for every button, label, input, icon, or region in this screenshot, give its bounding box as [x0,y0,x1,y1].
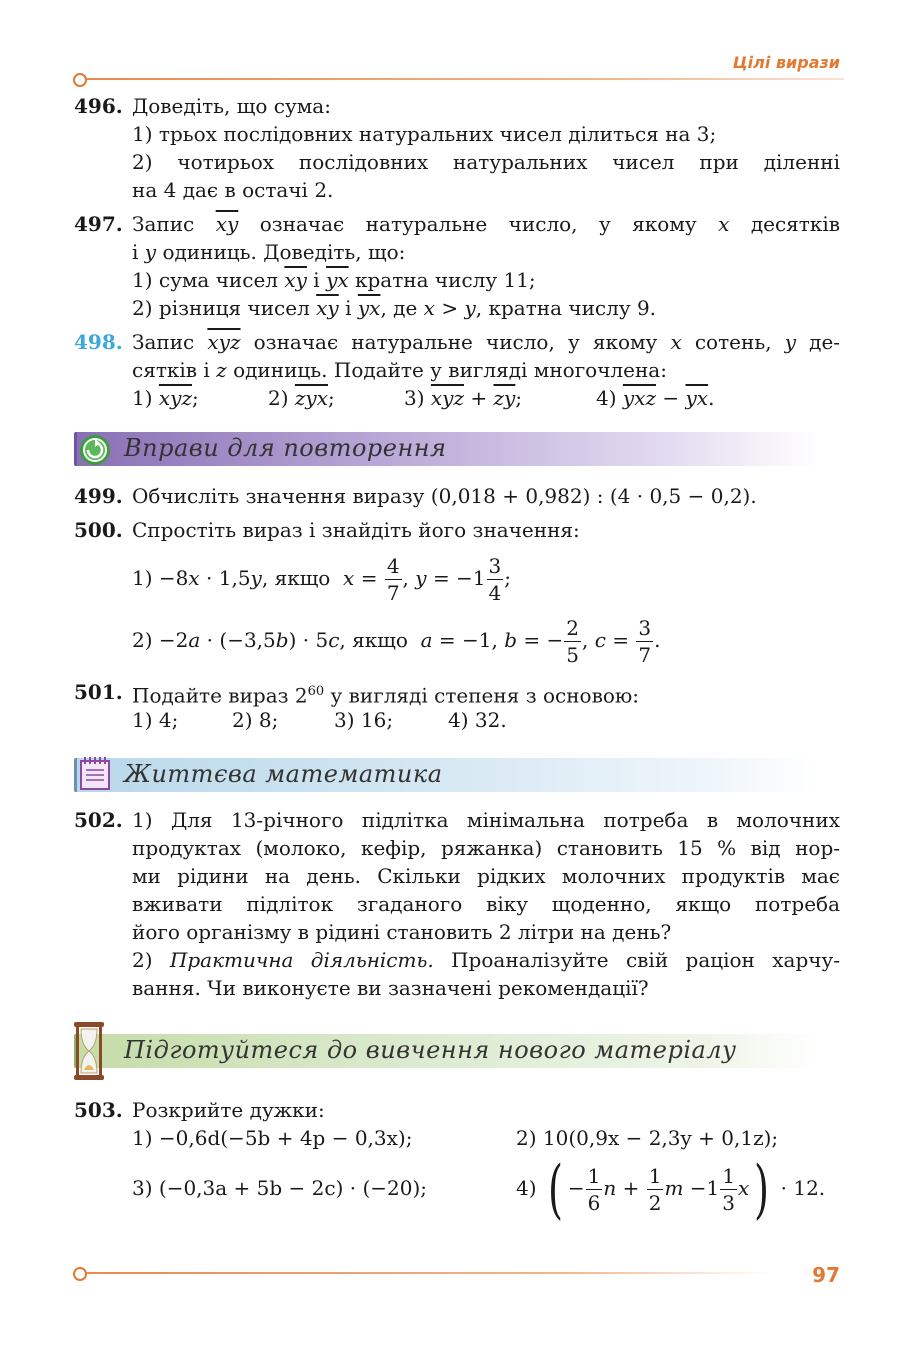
option-1: 1) $\overline{xyz}$; [132,386,199,410]
header-rule-dot [73,73,87,87]
problem-497-line-4: 2) різниця чисел $\overline{xy}$ і $\overline{yx}$, де x > y, кратна числу 9. [132,296,657,320]
problem-number-500: 500. [74,518,123,542]
notepad-icon [78,754,112,792]
problem-number-501: 501. [74,680,123,704]
problem-499-text: Обчисліть значення виразу (0,018 + 0,982) : (4 · 0,5 − 0,2). [132,484,757,508]
banner-life-math [74,758,818,792]
problem-497-line-1: Запис $\overline{xy}$ означає натуральне число, у якому x десятків [132,212,841,236]
problem-498-line-1: Запис $\overline{xyz}$ означає натуральне число, у якому x сотень, y де- [132,330,841,354]
problem-number-498: 498. [74,330,123,354]
footer-rule-dot [73,1267,87,1281]
banner-title: Підготуйтеся до вивчення нового матеріалу [124,1036,737,1064]
problem-502-line-6: 2) Практична діяльність. Проаналізуйте свій раціон харчу- [132,948,841,972]
problem-501-text: Подайте вираз $2^{60}$ у вигляді степеня з основою: [132,683,640,708]
problem-502-line-3: ми рідини на день. Скільки рідких молочних продуктів має [132,864,840,888]
problem-496-line-2: 1) трьох послідовних натуральних чисел ділиться на 3; [132,122,717,146]
option-4: 4) ( − $\frac{1}{6}$ n + $\frac{1}{2}$ m −1 $\frac{1}{3}$ x) · 12. [516,1152,826,1227]
fraction: $\frac{3}{4}$ [488,554,502,605]
option-2: 2) $\overline{zyx}$; [268,386,335,410]
banner-review-exercises [74,432,818,466]
problem-number-503: 503. [74,1098,123,1122]
problem-497-line-2: і y одиниць. Доведіть, що: [132,240,406,264]
hourglass-icon [72,1020,106,1082]
problem-500-expr-2: 2) −2a · (−3,5b) · 5c, якщо a = −1, b = − $\frac{2}{5}$ , c = $\frac{3}{7}$ . [132,616,661,667]
problem-number-497: 497. [74,212,123,236]
problem-503-text: Розкрийте дужки: [132,1098,325,1122]
refresh-icon [78,433,112,467]
problem-502-line-7: вання. Чи виконуєте ви зазначені рекомендації? [132,976,649,1000]
problem-496-line-4: на 4 дає в остачі 2. [132,178,334,202]
banner-title: Вправи для повторення [124,434,447,462]
header-rule [74,78,844,80]
problem-502-line-5: його організму в рідині становить 2 літри на день? [132,920,672,944]
problem-503-options-row-2: 3) (−0,3a + 5b − 2c) · (−20); 4) ( − $\frac{1}{6}$ n + $\frac{1}{2}$ m −1 $\frac{1}{3}$ x) · 12. [132,1152,826,1227]
problem-500-text: Спростіть вираз і знайдіть його значення: [132,518,580,542]
problem-500-expr-1: 1) −8x · 1,5y, якщо x = $\frac{4}{7}$ , y = −1 $\frac{3}{4}$ ; [132,554,512,605]
problem-number-499: 499. [74,484,123,508]
problem-498-options [132,384,840,412]
problem-number-502: 502. [74,808,123,832]
problem-496-line-1: Доведіть, що сума: [132,94,331,118]
problem-503-options-row-1: 1) −0,6d(−5b + 4p − 0,3x); 2) 10(0,9x − 2,3y + 0,1z); [132,1126,779,1150]
fraction: $\frac{3}{7}$ [638,616,652,667]
problem-498-line-2: сятків і z одиниць. Подайте у вигляді многочлена: [132,358,667,382]
problem-502-line-2: продуктах (молоко, кефір, ряжанка) становить 15 % від нор- [132,836,840,860]
problem-502-line-1: 1) Для 13-річного підлітка мінімальна потреба в молочних [132,808,840,832]
fraction: $\frac{4}{7}$ [386,554,400,605]
page-number: 97 [812,1263,840,1287]
option-3: 3) $\overline{xyz} + \overline{zy}$; [404,386,523,410]
section-title: Цілі вирази [732,53,840,72]
left-bracket: ( [547,1152,563,1227]
problem-496-line-3: 2) чотирьох послідовних натуральних чисел при діленні [132,150,840,174]
right-bracket: ) [754,1152,770,1227]
problem-502-line-4: вживати підліток згаданого віку щоденно, якщо потреба [132,892,840,916]
problem-number-496: 496. [74,94,123,118]
banner-title: Життєва математика [124,760,443,788]
fraction: $\frac{2}{5}$ [566,616,579,667]
option-4: 4) $\overline{yxz} - \overline{yx}$. [596,386,715,410]
footer-rule [74,1272,774,1274]
banner-prepare-new-material [74,1034,818,1068]
problem-497-line-3: 1) сума чисел $\overline{xy}$ і $\overline{yx}$ кратна числу 11; [132,268,536,292]
problem-501-options: 1) 4; 2) 8; 3) 16; 4) 32. [132,708,507,732]
